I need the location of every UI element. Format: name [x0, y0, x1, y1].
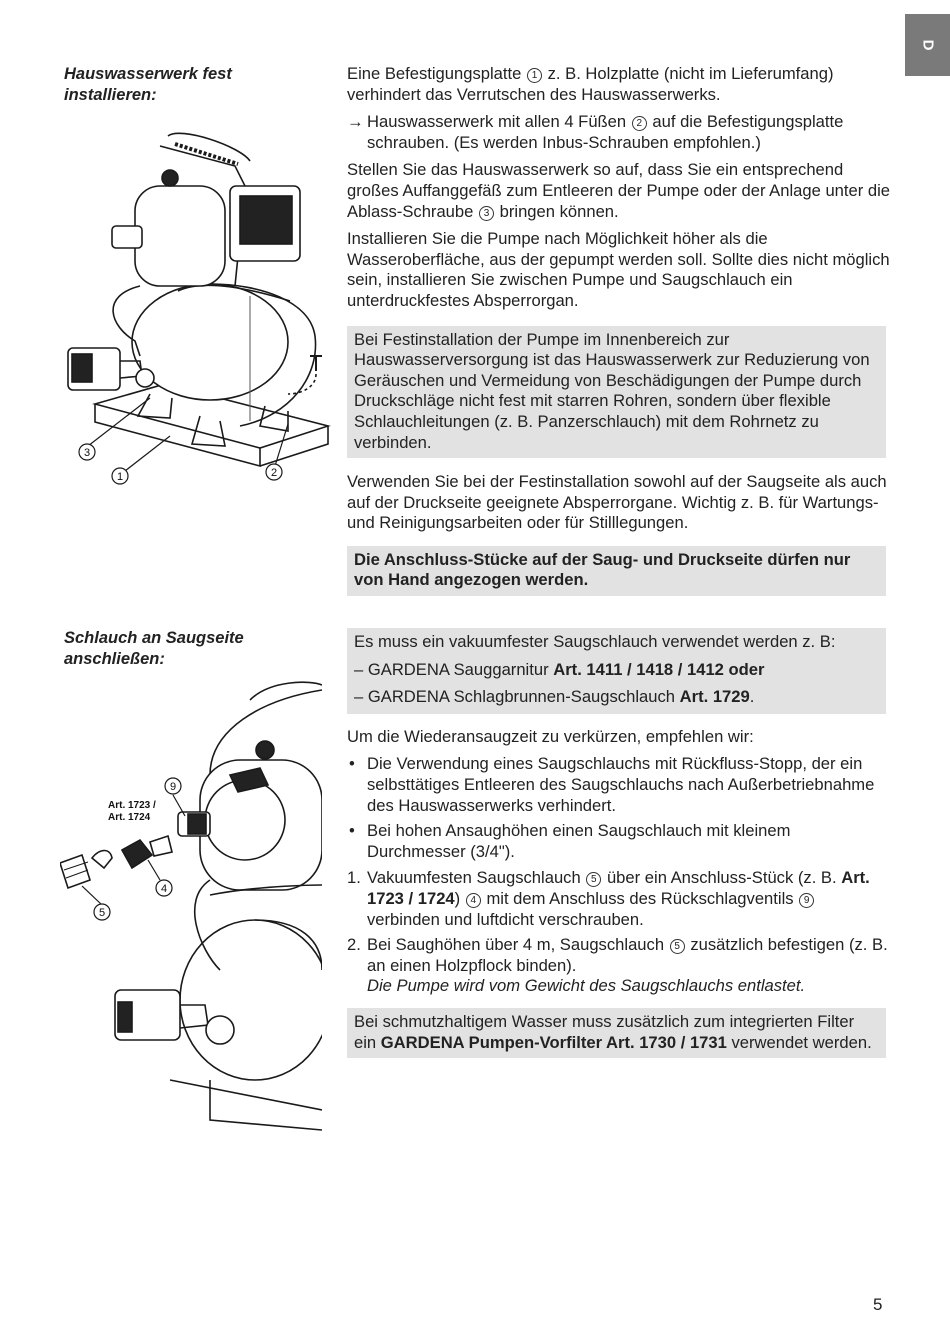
note-line-2: – GARDENA Sauggarnitur Art. 1411 / 1418 / 1412 oder: [354, 659, 765, 679]
callout-5: 5: [586, 872, 601, 887]
paragraph-drain-screw: Stellen Sie das Hauswasserwerk so auf, dass Sie ein entsprechend großes Auffanggefäß zum Entleeren der Pumpe oder der Anlage unter die Ablass-Schraube 3 bringen können.: [347, 160, 891, 221]
page-number: 5: [873, 1295, 883, 1314]
arrow-icon: →: [347, 112, 364, 132]
note-line-3: – GARDENA Schlagbrunnen-Saugschlauch Art. 1729.: [354, 687, 755, 707]
callout-1: 1: [527, 68, 542, 83]
note-prefilter-text: Bei schmutzhaltigem Wasser muss zusätzlich zum integrierten Filter ein GARDENA Pumpen-Vorfilter Art. 1730 / 1731 verwendet werden.: [354, 1011, 872, 1052]
note-box-vacuum-hose: [347, 628, 886, 714]
language-tab: [905, 14, 950, 76]
note-box-prefilter: [347, 1008, 886, 1058]
paragraph-install-height: Installieren Sie die Pumpe nach Möglichkeit höher als die Wasseroberfläche, aus der gepumpt werden soll. Sollte dies nicht möglich sein, installieren Sie zwischen Pumpe und Saugschlauch ein unterdruckfestes Absperrorgan.: [347, 229, 890, 310]
figure-label-4: 4: [160, 883, 168, 895]
paragraph-fixing-plate: Eine Befestigungsplatte 1 z. B. Holzplatte (nicht im Lieferumfang) verhindert das Verrutschen des Hauswasserwerks.: [347, 64, 834, 104]
figure-label-5: 5: [98, 907, 106, 919]
instruction-screw-feet: → Hauswasserwerk mit allen 4 Füßen 2 auf die Befestigungsplatte schrauben. (Es werden Inbus-Schrauben empfohlen.): [347, 112, 844, 152]
paragraph-shutoff-valves: Verwenden Sie bei der Festinstallation sowohl auf der Saugseite als auch auf der Druckseite geeignete Absperrorgane. Wichtig z. B. für Wartungs- und Reinigungsarbeiten oder für Stilllegungen.: [347, 472, 887, 533]
recommendation-list: [347, 754, 892, 862]
pump-installation-illustration: [60, 126, 340, 496]
callout-3: 3: [479, 206, 494, 221]
language-tab-label: D: [919, 39, 936, 51]
callout-2: 2: [632, 116, 647, 131]
section-suction-body: [347, 628, 892, 1058]
section-install-body: [347, 64, 892, 596]
figure-label-3: 3: [83, 447, 91, 459]
suction-hose-illustration: [60, 680, 322, 1135]
warning-box-hand-tight: [347, 546, 886, 596]
figure-label-9: 9: [169, 781, 177, 793]
list-item: • Die Verwendung eines Saugschlauchs mit Rückfluss-Stopp, der ein selbsttätiges Entleeren des Saugschlauchs nach Außerbetriebnahme des Hauswasserwerks verhindert.: [347, 754, 892, 816]
warning-text: Die Anschluss-Stücke auf der Saug- und Druckseite dürfen nur von Hand angezogen werden.: [354, 549, 851, 590]
step-2: 2. Bei Saughöhen über 4 m, Saugschlauch 5 zusätzlich befestigen (z. B. an einen Holzpflock binden). Die Pumpe wird vom Gewicht des Saugschlauchs entlastet.: [347, 935, 888, 996]
paragraph-reprime: Um die Wiederansaugzeit zu verkürzen, empfehlen wir:: [347, 726, 754, 746]
step-1: 1. Vakuumfesten Saugschlauch 5 über ein Anschluss-Stück (z. B. Art. 1723 / 1724) 4 mit dem Anschluss des Rückschlagventils 9 verbinden und luftdicht verschrauben.: [347, 868, 870, 929]
section-heading-install: Hauswasserwerk fest installieren:: [64, 65, 232, 104]
step-2-result: Die Pumpe wird vom Gewicht des Saugschlauchs entlastet.: [367, 976, 806, 996]
callout-5: 5: [670, 939, 685, 954]
figure-art-label-1: Art. 1723 /: [108, 800, 156, 811]
note-line-1: Es muss ein vakuumfester Saugschlauch verwendet werden z. B:: [354, 632, 836, 651]
note-text: Bei Festinstallation der Pumpe im Innenbereich zur Hauswasserversorgung ist das Hauswasserwerk zur Reduzierung von Geräuschen und Vermeidung von Beschädigungen der Pumpe durch Druckschläge nicht fest mit starren Rohren, sondern über flexible Schlauchleitungen (z. B. Panzerschlauch) mit dem Rohrnetz zu verbinden.: [354, 329, 870, 452]
section-heading-suction-hose: Schlauch an Saugseite anschließen:: [64, 629, 244, 668]
figure-label-2: 2: [270, 467, 278, 479]
step-list: [347, 868, 892, 997]
callout-4: 4: [466, 893, 481, 908]
callout-9: 9: [799, 893, 814, 908]
list-item: • Bei hohen Ansaughöhen einen Saugschlauch mit kleinem Durchmesser (3/4").: [347, 821, 892, 862]
note-box-hose-connection: [347, 326, 886, 459]
figure-art-label-2: Art. 1724: [108, 812, 151, 823]
figure-label-1: 1: [116, 471, 124, 483]
